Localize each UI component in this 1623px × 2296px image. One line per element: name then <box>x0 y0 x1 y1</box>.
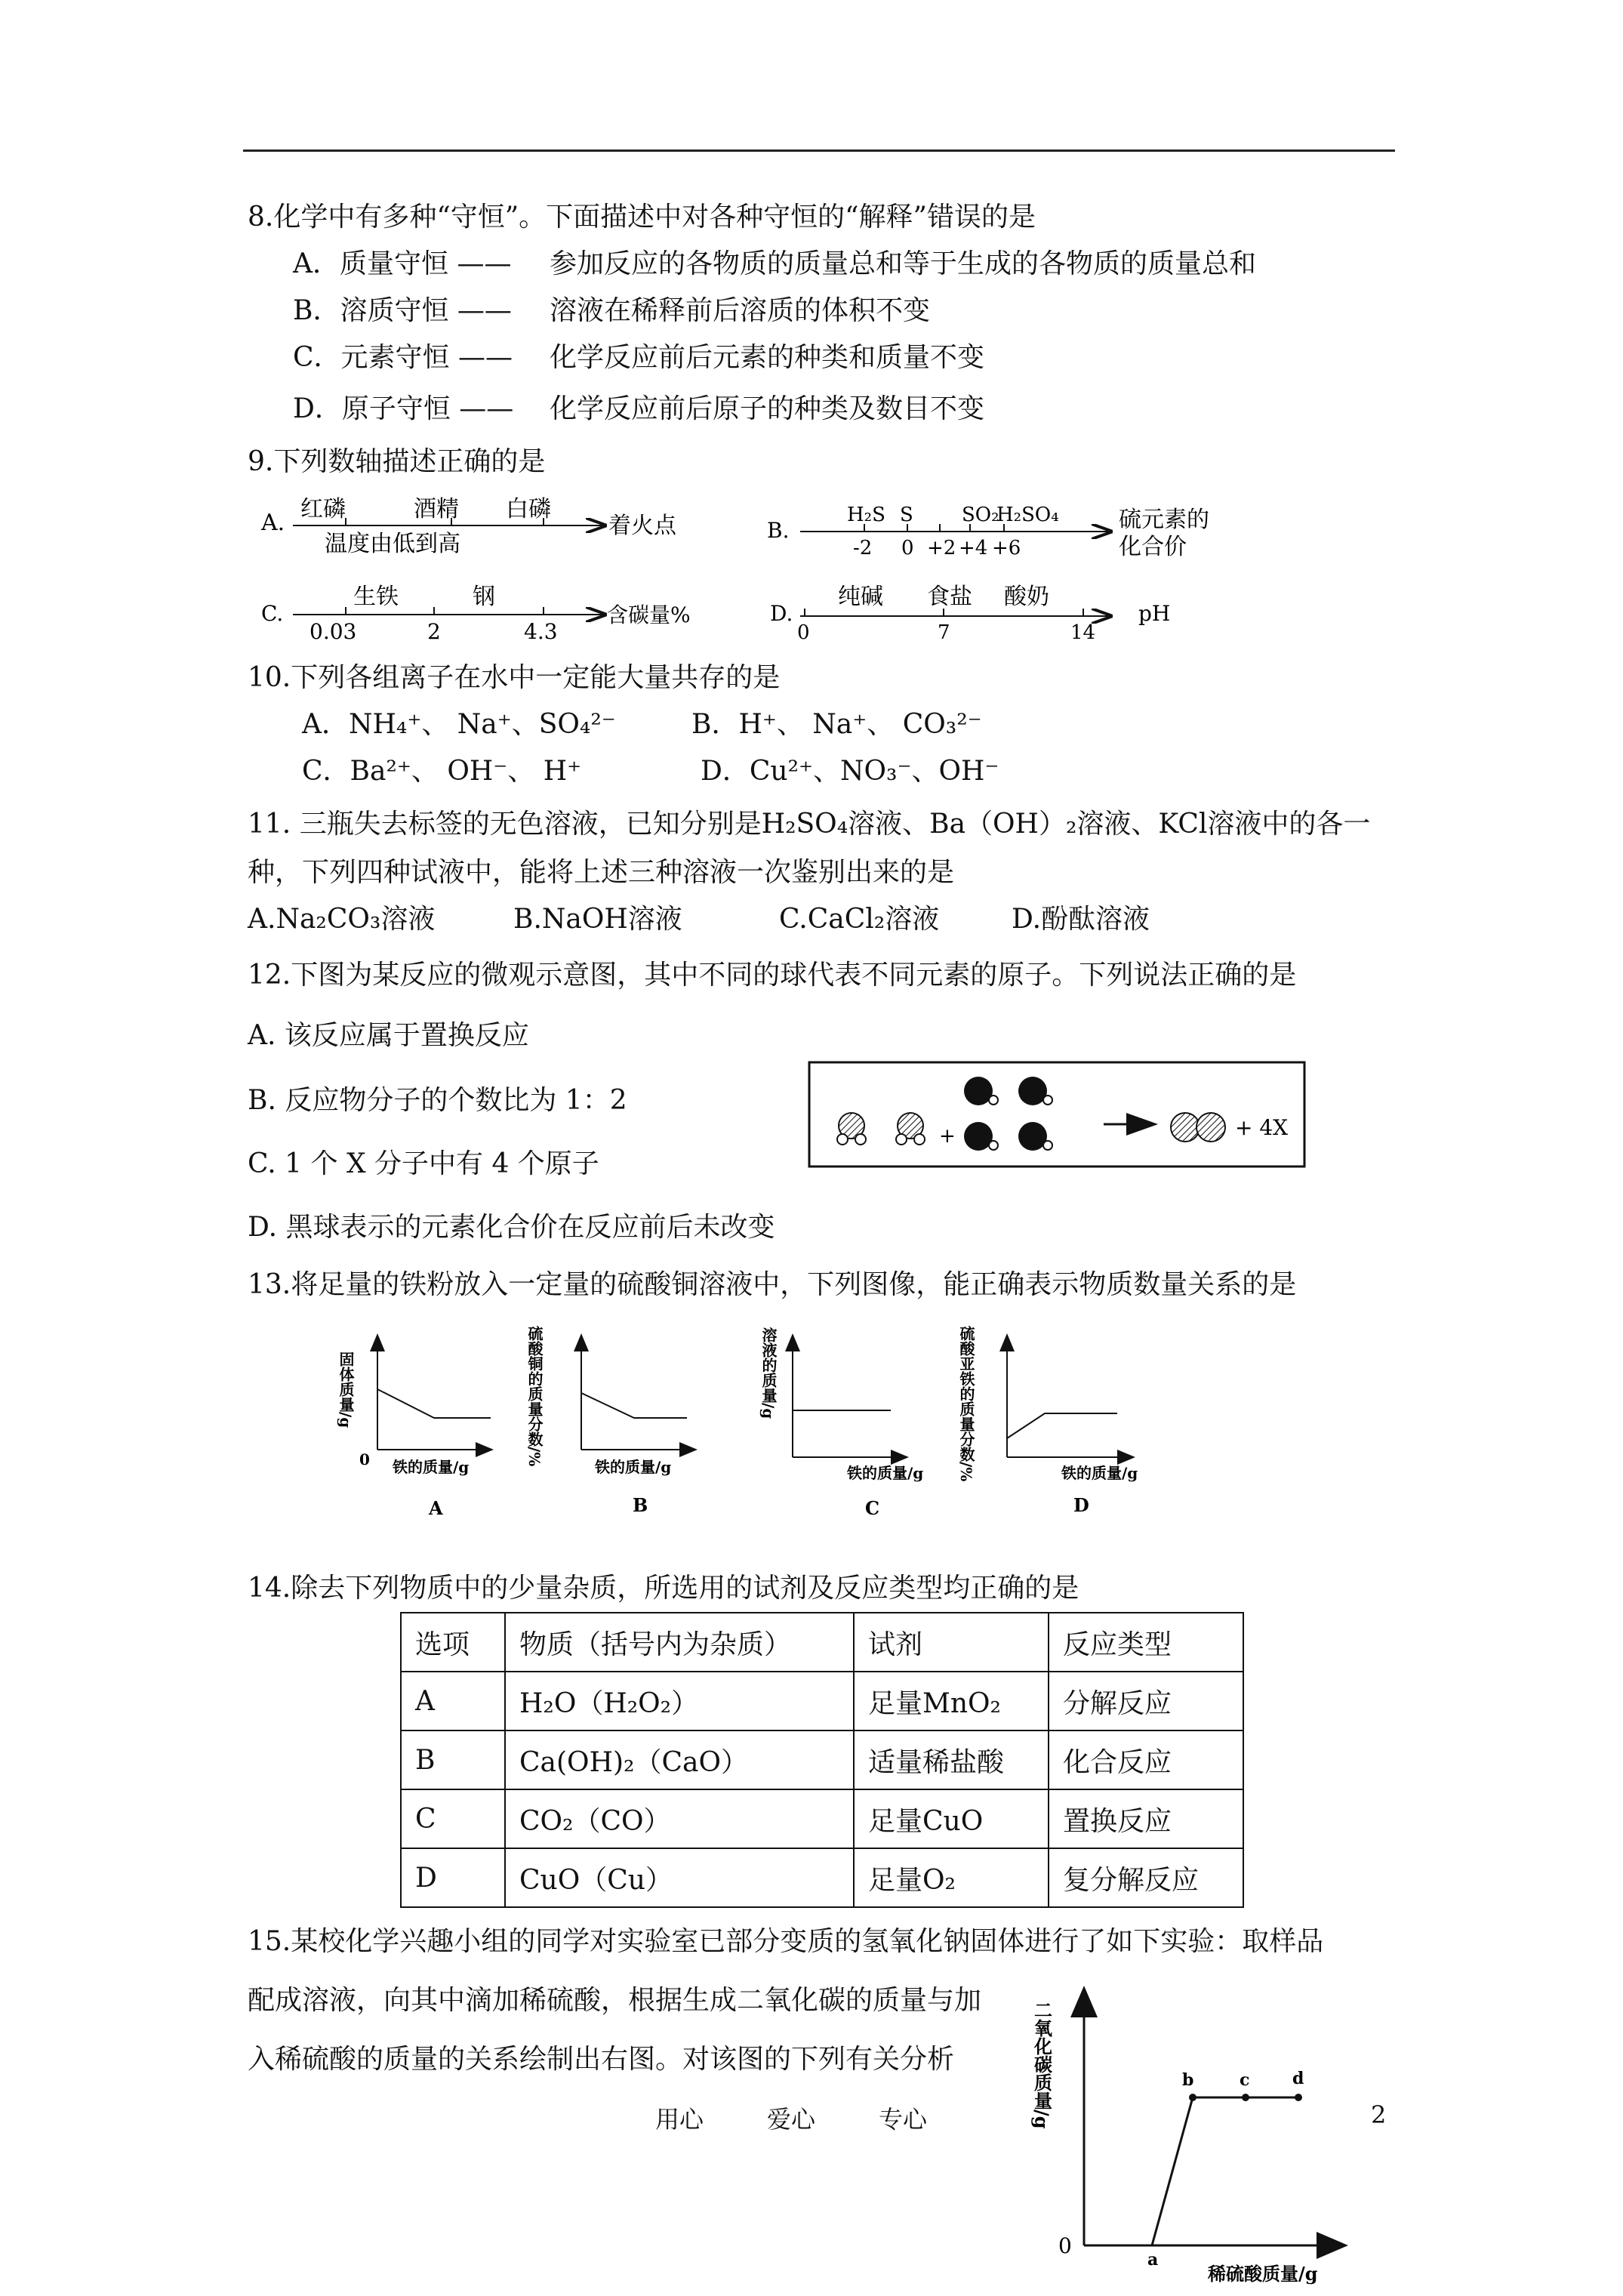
q12-product-x: + 4X <box>1235 1115 1289 1140</box>
graph-b-label: B <box>633 1494 648 1516</box>
q9d-label: D. <box>770 601 793 626</box>
table-row <box>401 1848 1243 1907</box>
q9c-end: 含碳量% <box>607 603 691 627</box>
footer-word-1: 用心 <box>655 2105 704 2134</box>
q15-point-a: a <box>1147 2250 1159 2270</box>
q11-line-2: 种，下列四种试液中，能将上述三种溶液一次鉴别出来的是 <box>248 857 955 888</box>
q11-option-b: B.NaOH溶液 <box>513 904 682 935</box>
table-row <box>401 1789 1243 1848</box>
q15-point-d-label: d <box>1292 2069 1304 2088</box>
table-header: 选项 <box>401 1613 505 1672</box>
q9b-tick-2: 0 <box>901 537 914 559</box>
graph-a-label: A <box>429 1497 443 1519</box>
table-cell: 足量CuO <box>854 1789 1049 1848</box>
q13-graphs <box>332 1321 1193 1525</box>
q9d-tick-3: 14 <box>1070 621 1096 644</box>
q15-line-3: 入稀硫酸的质量的关系绘制出右图。对该图的下列有关分析 <box>248 2044 955 2075</box>
point-b <box>1189 2094 1196 2101</box>
q9b-item-3: SO₂ <box>962 504 999 526</box>
table-cell: C <box>401 1789 505 1848</box>
q9c-label: C. <box>261 601 284 626</box>
q10-option-c: C．Ba²⁺、 OH⁻、 H⁺ <box>302 756 582 787</box>
q9b-item-2: S <box>900 504 913 526</box>
q10-stem: 10.下列各组离子在水中一定能大量共存的是 <box>248 662 781 693</box>
q9b-end-1: 硫元素的 <box>1119 507 1209 533</box>
q9d-item-3: 酸奶 <box>1004 584 1049 610</box>
q12-option-c: C. 1 个 X 分子中有 4 个原子 <box>248 1148 599 1179</box>
q9c-item-2: 钢 <box>473 584 495 610</box>
q8-option-c-text: 化学反应前后元素的种类和质量不变 <box>550 342 985 373</box>
q10-option-a: A．NH₄⁺、 Na⁺、SO₄²⁻ <box>302 709 616 740</box>
q14-stem: 14.除去下列物质中的少量杂质，所选用的试剂及反应类型均正确的是 <box>248 1573 1079 1604</box>
graph-c-xlabel: 铁的质量/g <box>847 1464 924 1482</box>
table-cell: 适量稀盐酸 <box>854 1730 1049 1789</box>
table-header: 反应类型 <box>1049 1613 1243 1672</box>
graph-a-origin: 0 <box>359 1450 370 1469</box>
table-cell: 足量MnO₂ <box>854 1672 1049 1730</box>
q12-plus-sign: + <box>939 1125 956 1148</box>
q8-option-d-label: D．原子守恒 —— <box>293 393 514 424</box>
q9a-below: 温度由低到高 <box>325 531 460 557</box>
q9d-tick-2: 7 <box>938 621 950 644</box>
table-header: 试剂 <box>854 1613 1049 1672</box>
q9b-item-4: H₂SO₄ <box>996 504 1059 526</box>
q8-stem: 8.化学中有多种“守恒”。下面描述中对各种守恒的“解释”错误的是 <box>248 202 1036 233</box>
q8-option-a-text: 参加反应的各物质的质量总和等于生成的各物质的质量总和 <box>550 248 1257 279</box>
q8-option-b-label: B．溶质守恒 —— <box>293 295 512 326</box>
q11-option-c: C.CaCl₂溶液 <box>779 904 940 935</box>
q9a-end: 着火点 <box>608 513 676 539</box>
q9c-tick-2: 2 <box>427 619 441 644</box>
graph-d-ylabel: 硫酸亚铁的质量分数/% <box>957 1326 975 1482</box>
q9b-item-1: H₂S <box>847 504 885 526</box>
q9b-end-2: 化合价 <box>1119 534 1187 560</box>
header-rule <box>243 149 1395 152</box>
q11-option-a: A.Na₂CO₃溶液 <box>248 904 436 935</box>
table-row <box>401 1672 1243 1730</box>
q9-number-lines <box>249 491 1321 642</box>
graph-a <box>337 1336 491 1519</box>
q12-option-a: A. 该反应属于置换反应 <box>248 1020 529 1051</box>
q8-option-b-text: 溶液在稀释前后溶质的体积不变 <box>550 295 931 326</box>
table-cell: B <box>401 1730 505 1789</box>
q13-stem: 13.将足量的铁粉放入一定量的硫酸铜溶液中，下列图像，能正确表示物质数量关系的是 <box>248 1269 1297 1300</box>
q12-stem: 12.下图为某反应的微观示意图，其中不同的球代表不同元素的原子。下列说法正确的是 <box>248 960 1297 991</box>
table-cell: 足量O₂ <box>854 1848 1049 1907</box>
q9c-tick-3: 4.3 <box>524 619 558 644</box>
graph-b-xlabel: 铁的质量/g <box>595 1458 672 1476</box>
q12-reaction-diagram <box>808 1061 1306 1168</box>
footer-word-3: 专心 <box>879 2105 928 2134</box>
graph-d-label: D <box>1073 1494 1089 1516</box>
table-cell: 复分解反应 <box>1049 1848 1243 1907</box>
graph-c-ylabel: 溶液的质量/g <box>759 1327 778 1419</box>
q9a-item-1: 红磷 <box>300 496 346 522</box>
table-header-row <box>401 1613 1243 1672</box>
graph-b <box>525 1325 694 1516</box>
q9b-tick-5: +6 <box>992 537 1021 559</box>
graph-d <box>957 1325 1138 1516</box>
table-cell: 分解反应 <box>1049 1672 1243 1730</box>
table-cell: H₂O（H₂O₂） <box>505 1672 854 1730</box>
point-c <box>1242 2094 1249 2101</box>
q9c-item-1: 生铁 <box>353 584 399 610</box>
q9d-end: pH <box>1138 601 1171 626</box>
q15-point-b-label: b <box>1182 2070 1194 2090</box>
q9b-tick-4: +4 <box>959 537 988 559</box>
q9a-item-3: 白磷 <box>506 496 551 522</box>
graph-a-xlabel: 铁的质量/g <box>393 1458 470 1476</box>
q10-option-b: B．H⁺、 Na⁺、 CO₃²⁻ <box>691 709 982 740</box>
q15-line-1: 15.某校化学兴趣小组的同学对实验室已部分变质的氢氧化钠固体进行了如下实验：取样品 <box>248 1926 1324 1957</box>
table-cell: 置换反应 <box>1049 1789 1243 1848</box>
q9b-label: B. <box>767 518 790 543</box>
q8-option-c-label: C．元素守恒 —— <box>293 342 513 373</box>
q9a-item-2: 酒精 <box>414 496 459 522</box>
q15-point-c-label: c <box>1240 2070 1250 2090</box>
table-cell: CO₂（CO） <box>505 1789 854 1848</box>
table-cell: CuO（Cu） <box>505 1848 854 1907</box>
table-cell: A <box>401 1672 505 1730</box>
graph-d-xlabel: 铁的质量/g <box>1061 1464 1138 1482</box>
q9c-tick-1: 0.03 <box>310 619 357 644</box>
q15-graph <box>1030 1978 1359 2295</box>
table-cell: D <box>401 1848 505 1907</box>
q15-graph-ylabel: 二氧化碳质量/g <box>1030 2001 1053 2129</box>
q12-option-b: B. 反应物分子的个数比为 1：2 <box>248 1085 627 1116</box>
table-row <box>401 1730 1243 1789</box>
q15-graph-xlabel: 稀硫酸质量/g <box>1208 2263 1318 2285</box>
footer-word-2: 爱心 <box>767 2105 816 2134</box>
q11-line-1: 11. 三瓶失去标签的无色溶液，已知分别是H₂SO₄溶液、Ba（OH）₂溶液、KCl溶液中的各一 <box>248 809 1371 840</box>
q12-option-d: D. 黑球表示的元素化合价在反应前后未改变 <box>248 1212 775 1243</box>
q9d-item-1: 纯碱 <box>838 584 883 610</box>
table-cell: 化合反应 <box>1049 1730 1243 1789</box>
q8-option-a-label: A．质量守恒 —— <box>293 248 512 279</box>
graph-b-ylabel: 硫酸铜的质量分数/% <box>525 1326 544 1467</box>
graph-a-ylabel: 固体质量/g <box>337 1351 355 1428</box>
q11-option-d: D.酚酞溶液 <box>1012 904 1150 935</box>
q8-option-d-text: 化学反应前后原子的种类及数目不变 <box>550 393 985 424</box>
q9b-tick-3: +2 <box>927 537 956 559</box>
q15-graph-origin: 0 <box>1058 2233 1072 2258</box>
q9d-tick-1: 0 <box>797 621 810 644</box>
q9b-tick-1: -2 <box>853 537 873 559</box>
point-d <box>1295 2094 1302 2101</box>
q15-line-2: 配成溶液，向其中滴加稀硫酸，根据生成二氧化碳的质量与加 <box>248 1985 982 2016</box>
q10-option-d: D．Cu²⁺、NO₃⁻、OH⁻ <box>701 756 999 787</box>
graph-c-label: C <box>865 1497 880 1519</box>
graph-c <box>759 1327 923 1519</box>
table-header: 物质（括号内为杂质） <box>505 1613 854 1672</box>
page-number: 2 <box>1371 2100 1387 2129</box>
q9d-item-2: 食盐 <box>927 584 972 610</box>
q9-stem: 9.下列数轴描述正确的是 <box>248 446 546 477</box>
q14-table <box>400 1612 1244 1908</box>
q9a-label: A. <box>261 510 285 536</box>
table-cell: Ca(OH)₂（CaO） <box>505 1730 854 1789</box>
